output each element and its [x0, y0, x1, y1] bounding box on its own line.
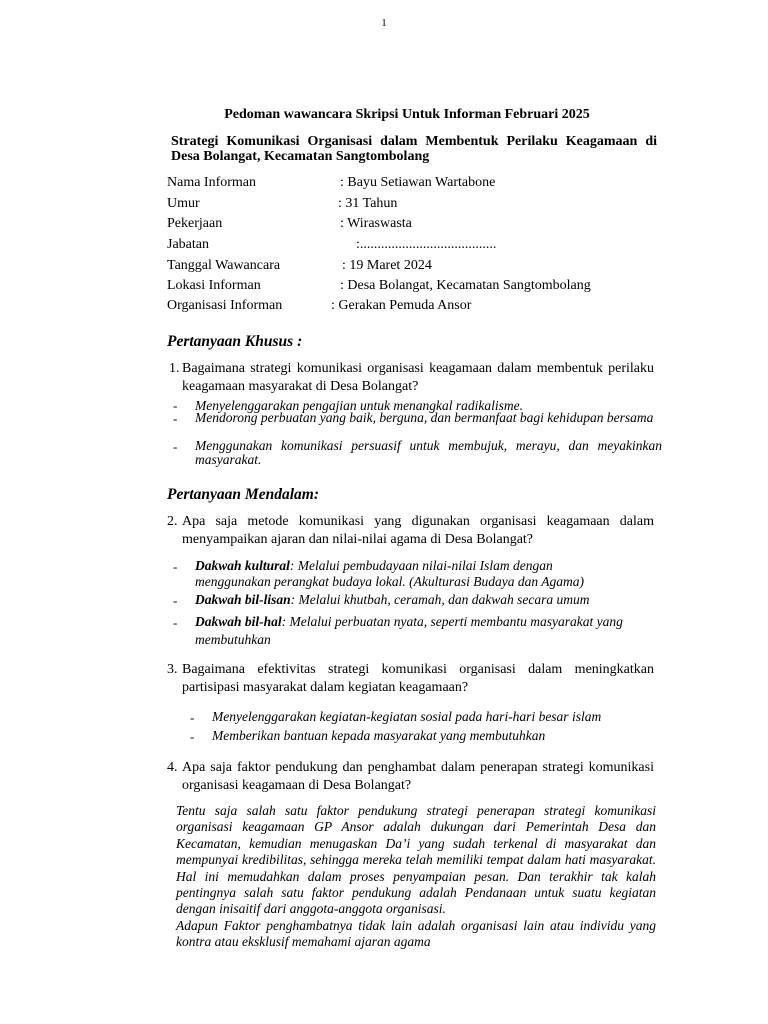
bullet-dash: - [173, 439, 178, 454]
q2-answer-3 [195, 614, 623, 630]
q2-answer-1-term: Dakwah kultural [195, 558, 290, 573]
question-1-text: Bagaimana strategi komunikasi organisasi keagamaan dalam membentuk perilaku keagamaan masyarakat di Desa Bolangat? [182, 361, 654, 394]
field-label-tanggal: Tanggal Wawancara [167, 258, 281, 273]
field-value-tanggal: : 19 Maret 2024 [342, 258, 432, 273]
q2-answer-2-desc: : Melalui khutbah, ceramah, dan dakwah secara umum [290, 592, 590, 607]
question-1-number: 1. [169, 361, 180, 376]
bullet-dash: - [173, 615, 178, 630]
field-label-jabatan: Jabatan [167, 237, 209, 252]
q4-answer-paragraph-1: Tentu saja salah satu faktor pendukung strategi penerapan strategi komunikasi organisasi keagamaan GP Ansor adalah dukungan dari Pemerintah Desa dan Kecamatan, kemudian menugaskan Da’i yang sudah terkenal di masyarakat dan mempunyai kredibilitas, sehingga mereka telah memiliki tempat dalam hati masyarakat. Hal ini memudahkan dalam proses penyampaian pesan. Dan terakhir tak kalah pentingnya salah satu faktor pendukung adalah Pendanaan untuk suatu kegiatan dengan inisaitif dari anggota-anggota organisasi. [176, 803, 656, 917]
section-heading-khusus: Pertanyaan Khusus : [167, 333, 303, 350]
field-label-umur: Umur [167, 196, 200, 211]
q2-answer-1-continued: menggunakan perangkat budaya lokal. (Akulturasi Budaya dan Agama) [195, 574, 584, 589]
field-value-lokasi: : Desa Bolangat, Kecamatan Sangtombolang [340, 278, 591, 293]
field-value-umur: : 31 Tahun [338, 196, 398, 211]
q1-answer-3: Menggunakan komunikasi persuasif untuk membujuk, merayu, dan meyakinkan masyarakat. [195, 438, 662, 467]
q1-answer-2: Mendorong perbuatan yang baik, berguna, dan bermanfaat bagi kehidupan bersama [195, 410, 654, 425]
question-3-text: Bagaimana efektivitas strategi komunikasi organisasi dalam meningkatkan partisipasi masyarakat dalam kegiatan keagamaan? [182, 662, 654, 695]
field-label-pekerjaan: Pekerjaan [167, 216, 223, 231]
bullet-dash: - [173, 411, 178, 426]
q2-answer-2-term: Dakwah bil-lisan [195, 592, 291, 607]
q4-answer [176, 803, 656, 951]
question-2-number: 2. [167, 514, 178, 529]
q2-answer-1 [195, 558, 553, 574]
q1-answer-1: Menyelenggarakan pengajian untuk menangkal radikalisme. [195, 398, 524, 413]
question-3-number: 3. [167, 662, 178, 677]
q2-answer-3-desc: : Melalui perbuatan nyata, seperti membantu masyarakat yang [281, 614, 623, 629]
field-value-nama: : Bayu Setiawan Wartabone [340, 175, 496, 190]
document-subtitle: Strategi Komunikasi Organisasi dalam Membentuk Perilaku Keagamaan di Desa Bolangat, Kecamatan Sangtombolang [171, 134, 657, 164]
bullet-dash: - [190, 729, 195, 744]
field-value-pekerjaan: : Wiraswasta [340, 216, 412, 231]
q2-answer-3-continued: membutuhkan [195, 632, 271, 647]
question-4-number: 4. [167, 760, 178, 775]
bullet-dash: - [173, 593, 178, 608]
page-number: 1 [381, 17, 387, 29]
q3-answer-1: Menyelenggarakan kegiatan-kegiatan sosial pada hari-hari besar islam [212, 709, 602, 724]
bullet-dash: - [173, 559, 178, 574]
field-label-lokasi: Lokasi Informan [167, 278, 261, 293]
document-title: Pedoman wawancara Skripsi Untuk Informan Februari 2025 [224, 107, 590, 122]
question-4-text: Apa saja faktor pendukung dan penghambat dalam penerapan strategi komunikasi organisasi keagamaan di Desa Bolangat? [182, 760, 654, 793]
q2-answer-3-term: Dakwah bil-hal [195, 614, 282, 629]
field-label-nama: Nama Informan [167, 175, 257, 190]
field-value-jabatan: :....................................... [356, 237, 497, 252]
question-2-text: Apa saja metode komunikasi yang digunakan organisasi keagamaan dalam menyampaikan ajaran dan nilai-nilai agama di Desa Bolangat? [182, 514, 654, 547]
bullet-dash: - [173, 398, 178, 413]
q3-answer-2: Memberikan bantuan kepada masyarakat yang membutuhkan [212, 728, 546, 743]
bullet-dash: - [190, 710, 195, 725]
q2-answer-2 [195, 592, 589, 608]
section-heading-mendalam: Pertanyaan Mendalam: [167, 486, 319, 503]
field-value-organisasi: : Gerakan Pemuda Ansor [331, 298, 472, 313]
q4-answer-paragraph-2: Adapun Faktor penghambatnya tidak lain adalah organisasi lain atau individu yang kontra atau eksklusif memahami ajaran agama [176, 917, 656, 950]
field-label-organisasi: Organisasi Informan [167, 298, 283, 313]
q2-answer-1-desc: : Melalui pembudayaan nilai-nilai Islam dengan [289, 558, 553, 573]
